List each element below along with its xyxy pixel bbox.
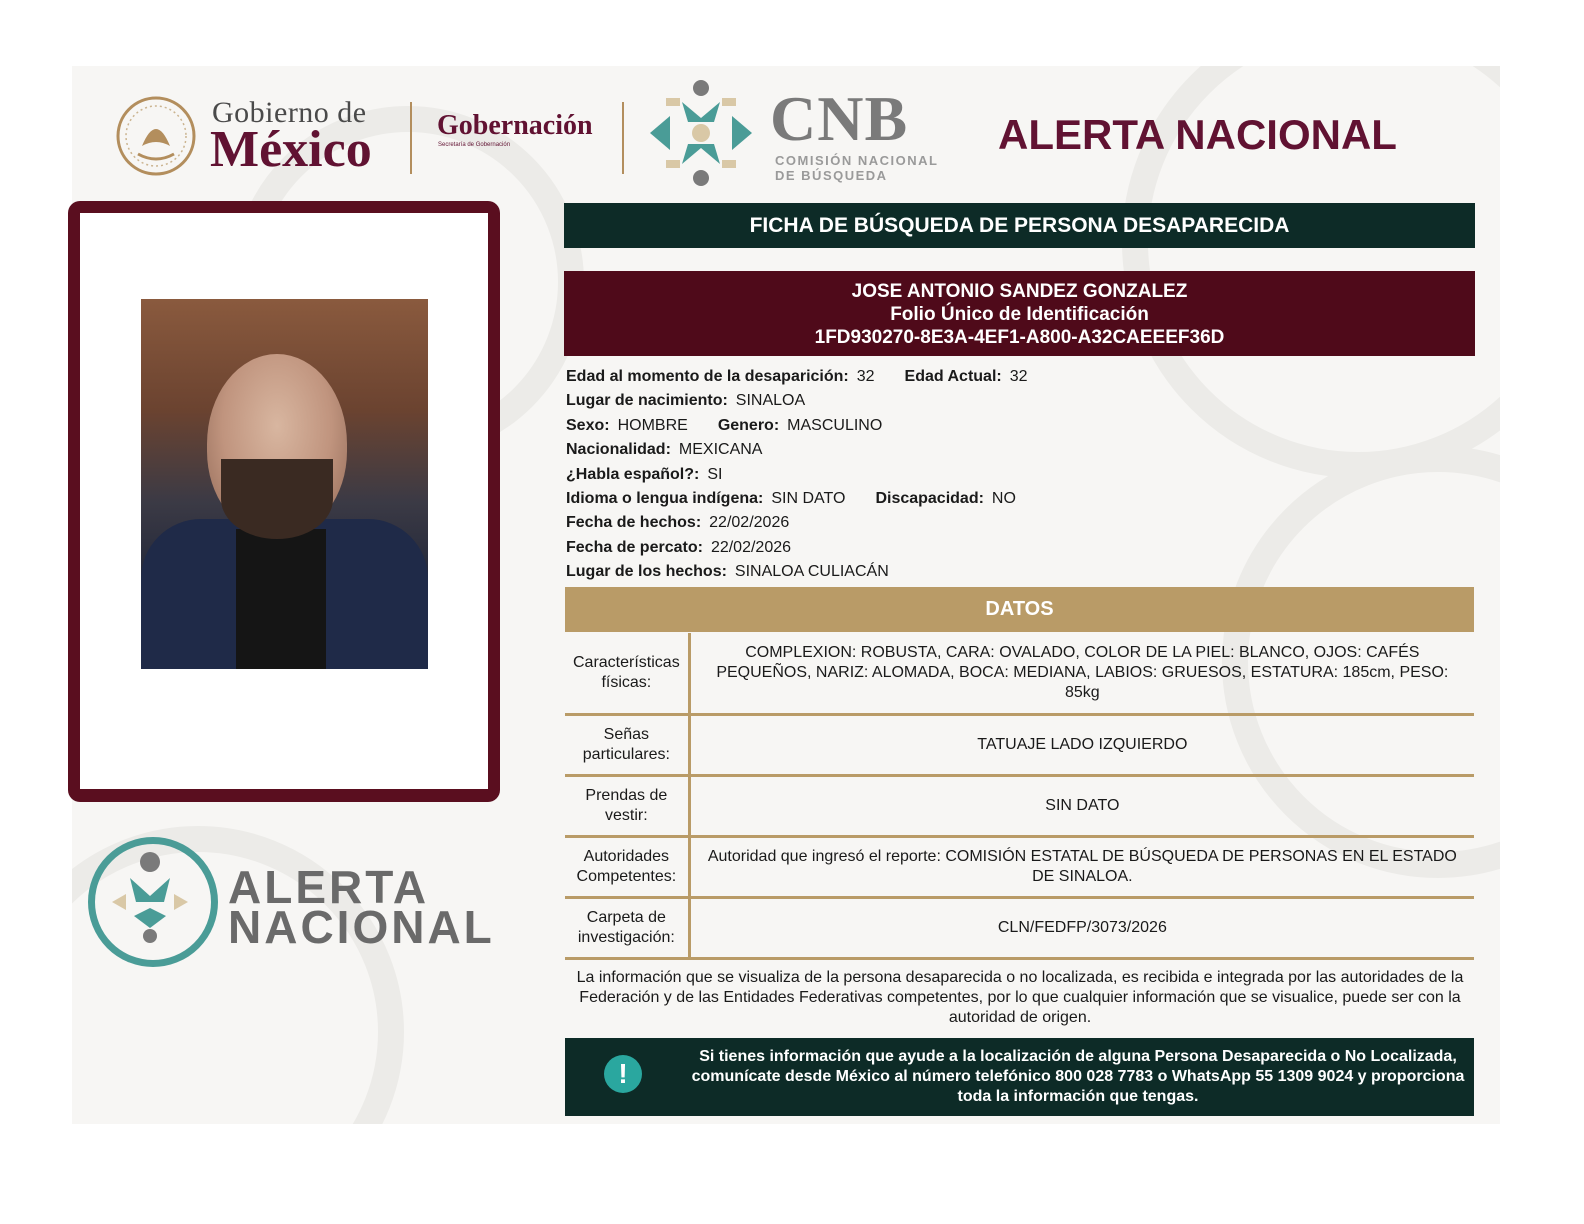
datos-row-label: Características físicas: (565, 633, 689, 714)
photo-beard (221, 459, 333, 539)
datos-row-label: Prendas de vestir: (565, 775, 689, 836)
nacionalidad-value: MEXICANA (678, 441, 763, 459)
info-row-nacionalidad (566, 438, 1028, 462)
alerta-nacional-title: ALERTA NACIONAL (998, 111, 1397, 158)
edad-desaparicion-value: 32 (856, 368, 875, 385)
header-divider (622, 102, 624, 174)
edad-actual-label: Edad Actual: (904, 368, 1002, 385)
alerta-logo-line1: ALERTA (228, 861, 430, 913)
edad-actual-value: 32 (1009, 368, 1028, 385)
table-row (565, 775, 1474, 836)
table-row (565, 633, 1474, 714)
info-row-fecha-percato (566, 536, 1028, 560)
sexo-value: HOMBRE (617, 416, 688, 434)
cnb-emblem-icon (644, 78, 758, 188)
fecha-hechos-value: 22/02/2026 (709, 514, 790, 532)
genero-label: Genero: (717, 416, 780, 434)
lugar-nacimiento-value: SINALOA (735, 392, 806, 410)
sexo-label: Sexo: (566, 416, 610, 434)
lugar-nacimiento-label: Lugar de nacimiento: (566, 392, 728, 410)
folio-label: Folio Único de Identificación (890, 304, 1149, 325)
info-row-fecha-hechos (566, 511, 1028, 535)
info-row-sexo (566, 414, 1028, 438)
person-info (566, 365, 1028, 585)
fecha-percato-value: 22/02/2026 (710, 538, 792, 556)
person-header (564, 271, 1475, 356)
alerta-logo-line2: NACIONAL (228, 901, 495, 953)
cnb-subtext-line1: COMISIÓN NACIONAL (775, 153, 939, 168)
datos-table (565, 633, 1474, 960)
cnb-subtext-line2: DE BÚSQUEDA (775, 168, 888, 183)
datos-header: DATOS (565, 587, 1474, 632)
datos-row-value: SIN DATO (689, 775, 1474, 836)
datos-row-value: COMPLEXION: ROBUSTA, CARA: OVALADO, COLOR DE LA PIEL: BLANCO, OJOS: CAFÉS PEQUEÑOS, NARIZ: ALOMADA, BOCA: MEDIANA, LABIOS: GRUESOS, ESTATURA: 185cm, PESO: 85kg (689, 633, 1474, 714)
lugar-hechos-value: SINALOA CULIACÁN (734, 563, 889, 581)
table-row (565, 836, 1474, 897)
contact-text: Si tienes información que ayude a la localización de alguna Persona Desaparecida o No Localizada, comunícate desde México al número telefónico 800 028 7783 o WhatsApp 55 1309 9024 y proporciona toda la información que tengas. (691, 1048, 1465, 1105)
fecha-percato-label: Fecha de percato: (566, 538, 703, 556)
habla-espanol-label: ¿Habla español?: (566, 465, 700, 483)
datos-row-value: CLN/FEDFP/3073/2026 (689, 897, 1474, 958)
datos-row-label: Autoridades Competentes: (565, 836, 689, 897)
header-divider (410, 102, 412, 174)
photo-shirt (236, 529, 326, 669)
discapacidad-label: Discapacidad: (875, 490, 984, 508)
gobernacion-logo-text: Gobernación (437, 110, 593, 141)
genero-value: MASCULINO (787, 416, 883, 434)
person-name: JOSE ANTONIO SANDEZ GONZALEZ (851, 281, 1188, 302)
folio-id: 1FD930270-8E3A-4EF1-A800-A32CAEEEF36D (814, 327, 1225, 348)
info-row-edad (566, 365, 1028, 389)
datos-row-value: TATUAJE LADO IZQUIERDO (689, 714, 1474, 775)
info-row-idioma (566, 487, 1028, 511)
nacionalidad-label: Nacionalidad: (566, 441, 671, 459)
gobierno-line2: México (210, 121, 372, 178)
edad-desaparicion-label: Edad al momento de la desaparición: (566, 368, 849, 385)
info-row-lugar-hechos (566, 560, 1028, 584)
datos-row-label: Carpeta de investigación: (565, 897, 689, 958)
fecha-hechos-label: Fecha de hechos: (566, 514, 702, 532)
disclaimer-text: La información que se visualiza de la persona desaparecida o no localizada, es recibida e integrada por las autoridades de la Federación y de las Entidades Federativas competentes, por lo que cualquier información que se visualice, puede ser con la autoridad de origen. (576, 969, 1464, 1026)
gobernacion-subtext: Secretaría de Gobernación (438, 142, 511, 148)
table-row (565, 897, 1474, 958)
datos-row-value: Autoridad que ingresó el reporte: COMISIÓN ESTATAL DE BÚSQUEDA DE PERSONAS EN EL ESTADO DE SINALOA. (689, 836, 1474, 897)
person-photo (141, 299, 428, 669)
alerta-logo-icon (100, 850, 204, 954)
gobierno-line1: Gobierno de (212, 96, 367, 129)
discapacidad-value: NO (991, 490, 1016, 508)
ficha-title-bar: FICHA DE BÚSQUEDA DE PERSONA DESAPARECIDA (564, 203, 1475, 248)
cnb-logo-text: CNB (770, 83, 909, 154)
idioma-label: Idioma o lengua indígena: (566, 490, 764, 508)
exclamation-icon: ! (604, 1055, 642, 1093)
lugar-hechos-label: Lugar de los hechos: (566, 563, 727, 581)
habla-espanol-value: SI (707, 465, 723, 483)
info-row-lugar-nacimiento (566, 389, 1028, 413)
idioma-value: SIN DATO (771, 490, 846, 508)
info-row-habla (566, 463, 1028, 487)
datos-row-label: Señas particulares: (565, 714, 689, 775)
mexico-seal-icon (112, 94, 200, 178)
table-row (565, 714, 1474, 775)
